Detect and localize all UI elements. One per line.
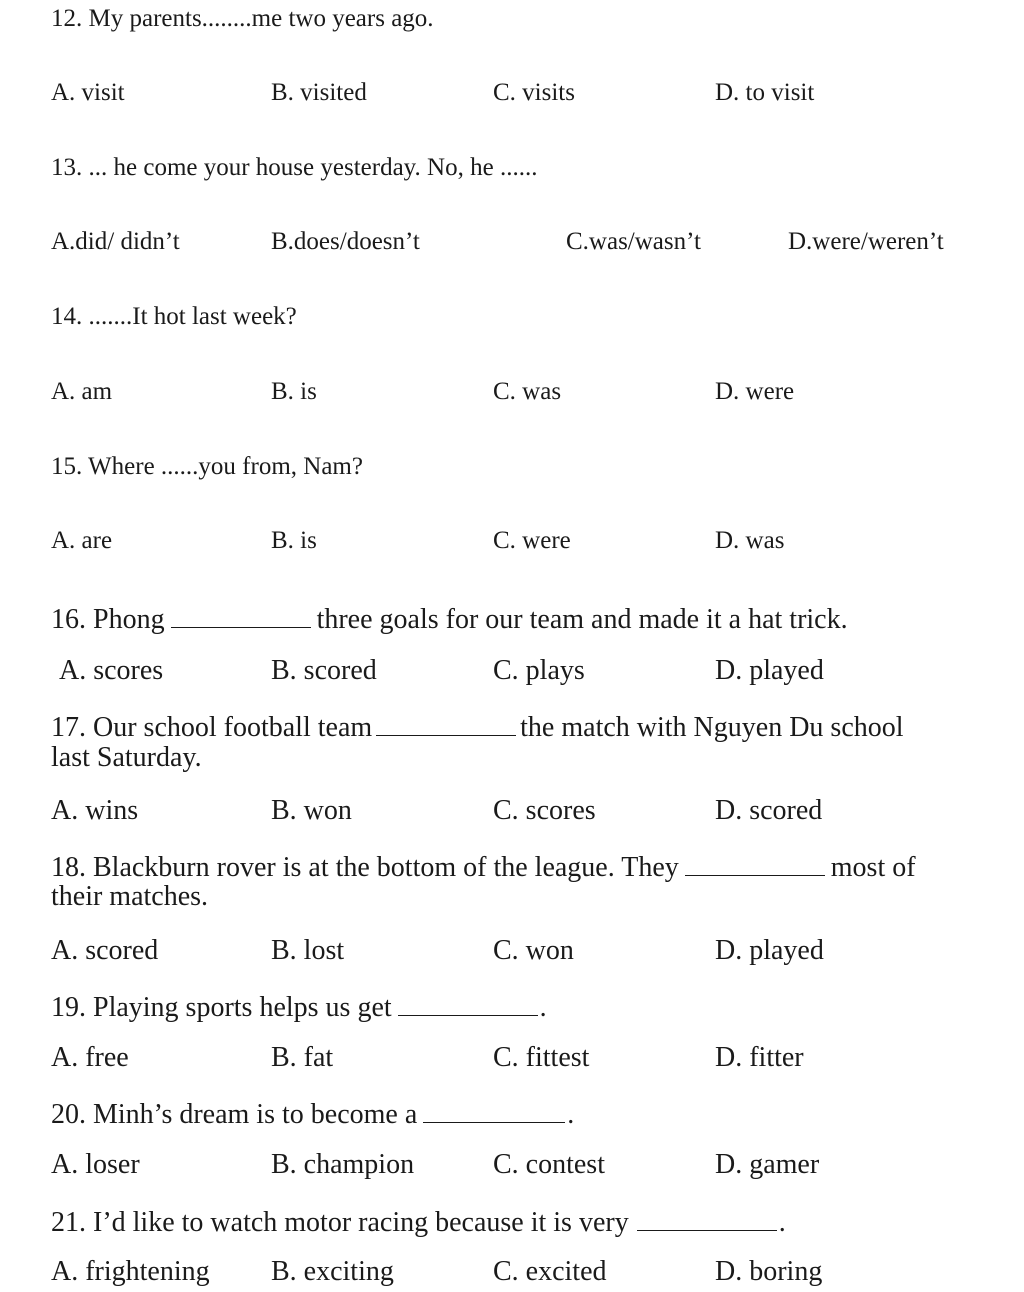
answer-blank[interactable] bbox=[171, 602, 311, 628]
question-21-option-a[interactable]: A. frightening bbox=[51, 1256, 210, 1287]
question-13-option-a[interactable]: A.did/ didn’t bbox=[51, 228, 180, 255]
question-13-option-c[interactable]: C.was/wasn’t bbox=[566, 228, 701, 255]
question-12-option-d[interactable]: D. to visit bbox=[715, 79, 815, 106]
question-18-option-a[interactable]: A. scored bbox=[51, 935, 159, 966]
question-17-option-a[interactable]: A. wins bbox=[51, 795, 139, 826]
question-21-stem-before: 21. I’d like to watch motor racing because it is very bbox=[51, 1207, 629, 1239]
question-18-option-c[interactable]: C. won bbox=[493, 935, 574, 966]
question-15-stem: 15. Where ......you from, Nam? bbox=[51, 453, 363, 480]
question-14-option-b[interactable]: B. is bbox=[271, 378, 317, 405]
question-14-option-a[interactable]: A. am bbox=[51, 378, 113, 405]
answer-blank[interactable] bbox=[398, 990, 538, 1016]
question-18-stem-after: most of bbox=[830, 852, 916, 884]
answer-blank[interactable] bbox=[376, 710, 516, 736]
question-20-option-c[interactable]: C. contest bbox=[493, 1149, 605, 1180]
question-17-stem-after: the match with Nguyen Du school bbox=[520, 712, 904, 744]
question-17-stem-before: 17. Our school football team bbox=[51, 712, 373, 744]
question-20-stem-after: . bbox=[567, 1099, 575, 1131]
question-17-stem-line2: last Saturday. bbox=[51, 742, 202, 773]
question-21-stem bbox=[51, 1205, 786, 1237]
question-17-option-b[interactable]: B. won bbox=[271, 795, 352, 826]
question-15-option-c[interactable]: C. were bbox=[493, 527, 571, 554]
question-20-option-b[interactable]: B. champion bbox=[271, 1149, 415, 1180]
question-12-option-c[interactable]: C. visits bbox=[493, 79, 575, 106]
question-19-option-a[interactable]: A. free bbox=[51, 1042, 129, 1073]
question-20-stem bbox=[51, 1097, 574, 1129]
question-16-stem bbox=[51, 602, 848, 634]
question-16-stem-before: 16. Phong bbox=[51, 604, 165, 636]
question-18-option-b[interactable]: B. lost bbox=[271, 935, 345, 966]
question-14-stem: 14. .......It hot last week? bbox=[51, 303, 297, 330]
question-16-stem-after: three goals for our team and made it a hat trick. bbox=[316, 604, 848, 636]
question-18-stem bbox=[51, 850, 916, 882]
answer-blank[interactable] bbox=[637, 1205, 777, 1231]
question-13-stem: 13. ... he come your house yesterday. No, he ...... bbox=[51, 154, 538, 181]
question-14-option-d[interactable]: D. were bbox=[715, 378, 795, 405]
question-20-option-a[interactable]: A. loser bbox=[51, 1149, 140, 1180]
question-14-option-c[interactable]: C. was bbox=[493, 378, 562, 405]
question-21-option-b[interactable]: B. exciting bbox=[271, 1256, 394, 1287]
question-12-option-b[interactable]: B. visited bbox=[271, 79, 367, 106]
question-19-option-b[interactable]: B. fat bbox=[271, 1042, 334, 1073]
question-12-stem: 12. My parents........me two years ago. bbox=[51, 5, 434, 32]
question-18-option-d[interactable]: D. played bbox=[715, 935, 824, 966]
question-15-option-d[interactable]: D. was bbox=[715, 527, 785, 554]
question-19-option-d[interactable]: D. fitter bbox=[715, 1042, 804, 1073]
question-19-stem-after: . bbox=[539, 992, 547, 1024]
question-21-option-c[interactable]: C. excited bbox=[493, 1256, 607, 1287]
question-16-option-a[interactable]: A. scores bbox=[59, 655, 164, 686]
question-21-stem-after: . bbox=[778, 1207, 786, 1239]
question-15-option-b[interactable]: B. is bbox=[271, 527, 317, 554]
question-16-option-d[interactable]: D. played bbox=[715, 655, 824, 686]
question-19-stem bbox=[51, 990, 547, 1022]
question-21-option-d[interactable]: D. boring bbox=[715, 1256, 823, 1287]
question-16-option-c[interactable]: C. plays bbox=[493, 655, 585, 686]
question-13-option-b[interactable]: B.does/doesn’t bbox=[271, 228, 420, 255]
question-19-option-c[interactable]: C. fittest bbox=[493, 1042, 590, 1073]
question-19-stem-before: 19. Playing sports helps us get bbox=[51, 992, 392, 1024]
answer-blank[interactable] bbox=[685, 850, 825, 876]
question-15-option-a[interactable]: A. are bbox=[51, 527, 113, 554]
question-18-stem-before: 18. Blackburn rover is at the bottom of the league. They bbox=[51, 852, 679, 884]
question-17-option-d[interactable]: D. scored bbox=[715, 795, 823, 826]
question-12-option-a[interactable]: A. visit bbox=[51, 79, 125, 106]
question-20-stem-before: 20. Minh’s dream is to become a bbox=[51, 1099, 418, 1131]
question-18-stem-line2: their matches. bbox=[51, 881, 209, 912]
question-13-option-d[interactable]: D.were/weren’t bbox=[788, 228, 944, 255]
question-16-option-b[interactable]: B. scored bbox=[271, 655, 377, 686]
answer-blank[interactable] bbox=[423, 1097, 565, 1123]
question-17-option-c[interactable]: C. scores bbox=[493, 795, 596, 826]
question-20-option-d[interactable]: D. gamer bbox=[715, 1149, 820, 1180]
question-17-stem bbox=[51, 710, 904, 742]
